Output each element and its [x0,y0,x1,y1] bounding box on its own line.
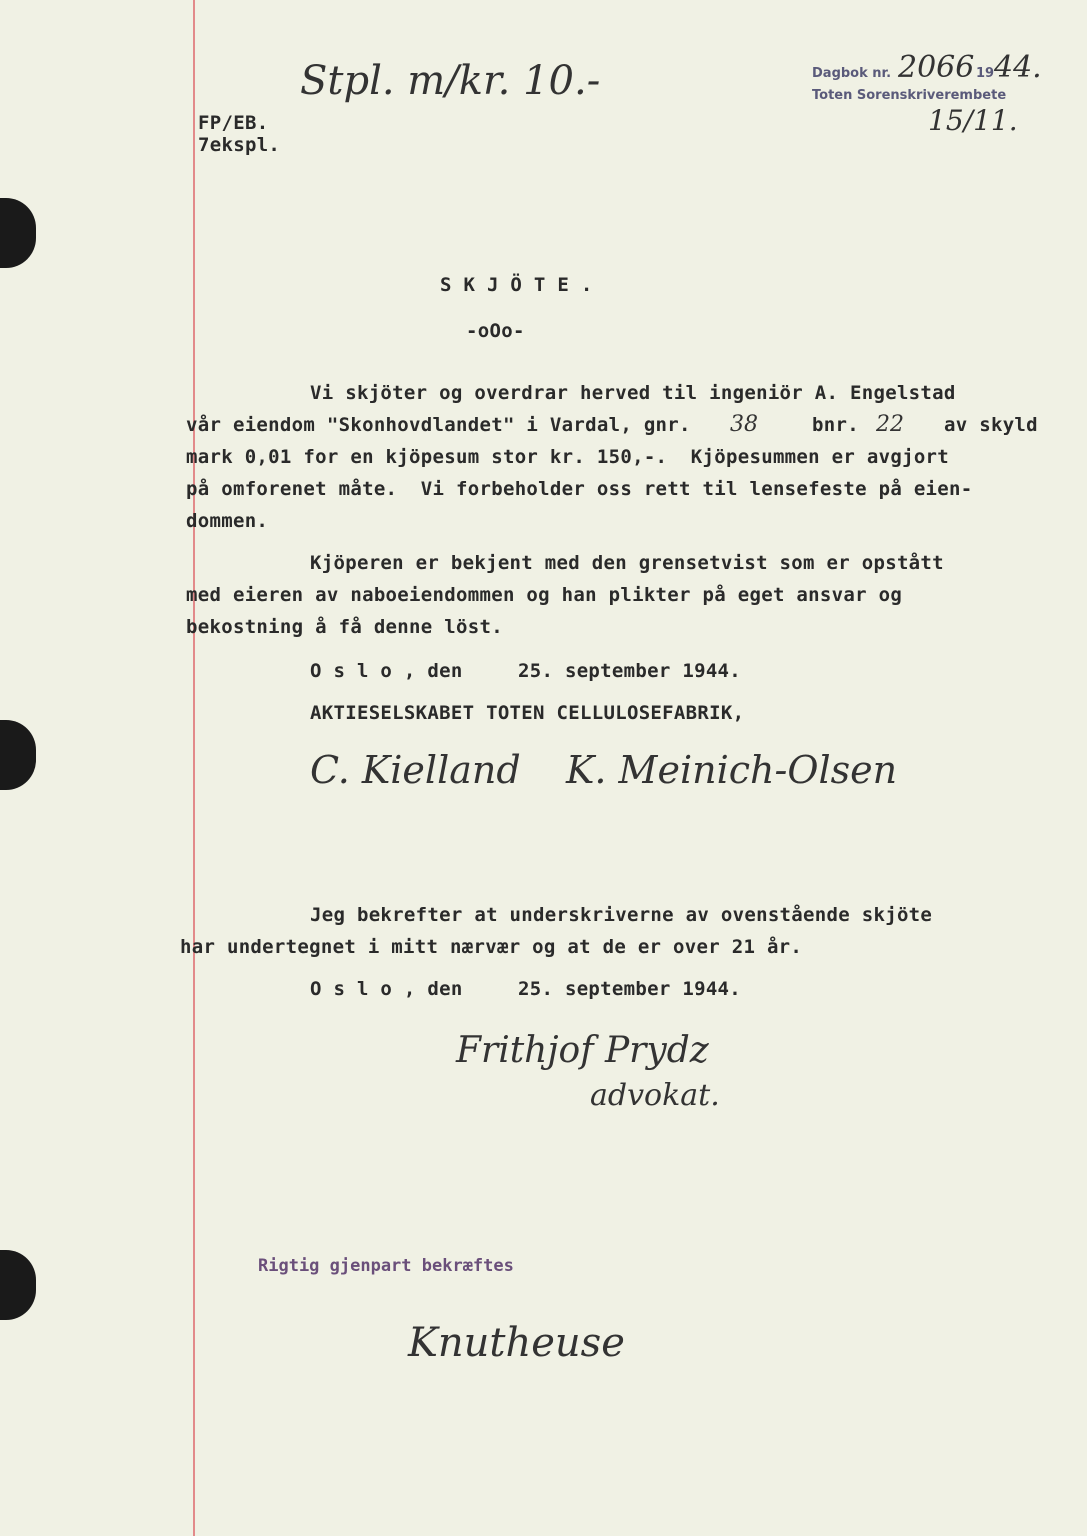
paragraph-line: Vi skjöter og overdrar herved til ingeniör A. Engelstad [310,382,956,404]
stamp-date: 15/11. [928,104,1018,137]
gnr-value: 38 [730,412,758,437]
signature: Frithjof Prydz [456,1030,709,1071]
punch-hole [0,198,36,268]
diary-stamp-label: Dagbok nr. [812,66,892,81]
paragraph-line: vår eiendom "Skonhovdlandet" i Vardal, gnr. [186,414,691,436]
office-stamp: Toten Sorenskriverembete [812,88,1007,103]
certification-stamp: Rigtig gjenpart bekræftes [258,1256,514,1276]
punch-hole [0,720,36,790]
paragraph-line: Jeg bekrefter at underskriverne av ovenstående skjöte [310,904,933,926]
copies: 7ekspl. [198,134,281,156]
diary-year: 44. [994,50,1042,85]
diary-year-prefix: 19 [976,66,995,81]
paragraph-line: har undertegnet i mitt nærvær og at de er over 21 år. [180,936,803,958]
reference: FP/EB. [198,112,269,134]
date: 25. september 1944. [518,978,742,1000]
date-place: O s l o , den [310,660,463,682]
diary-number: 2066 [898,50,975,85]
date: 25. september 1944. [518,660,742,682]
date-place: O s l o , den [310,978,463,1000]
handwritten-stamp-note: Stpl. m/kr. 10.- [300,58,601,104]
paragraph-line: på omforenet måte. Vi forbeholder oss rett til lensefeste på eien- [186,478,973,500]
signature: Knutheuse [408,1320,625,1366]
paragraph-line: Kjöperen er bekjent med den grensetvist som er opstått [310,552,944,574]
signature: C. Kielland [310,748,521,792]
paragraph-line: med eieren av naboeiendommen og han plikter på eget ansvar og [186,584,903,606]
paragraph-line: av skyld [944,414,1038,436]
paragraph-line: mark 0,01 for en kjöpesum stor kr. 150,-. Kjöpesummen er avgjort [186,446,950,468]
document-subtitle: -oOo- [466,320,525,342]
company-name: AKTIESELSKABET TOTEN CELLULOSEFABRIK, [310,702,745,724]
bnr-label: bnr. [812,414,859,436]
margin-line [193,0,195,1536]
punch-hole [0,1250,36,1320]
paragraph-line: dommen. [186,510,269,532]
signature-title: advokat. [590,1078,720,1113]
document-title: S K J Ö T E . [440,274,593,296]
paragraph-line: bekostning å få denne löst. [186,616,503,638]
signature: K. Meinich-Olsen [566,748,898,792]
bnr-value: 22 [876,412,904,437]
